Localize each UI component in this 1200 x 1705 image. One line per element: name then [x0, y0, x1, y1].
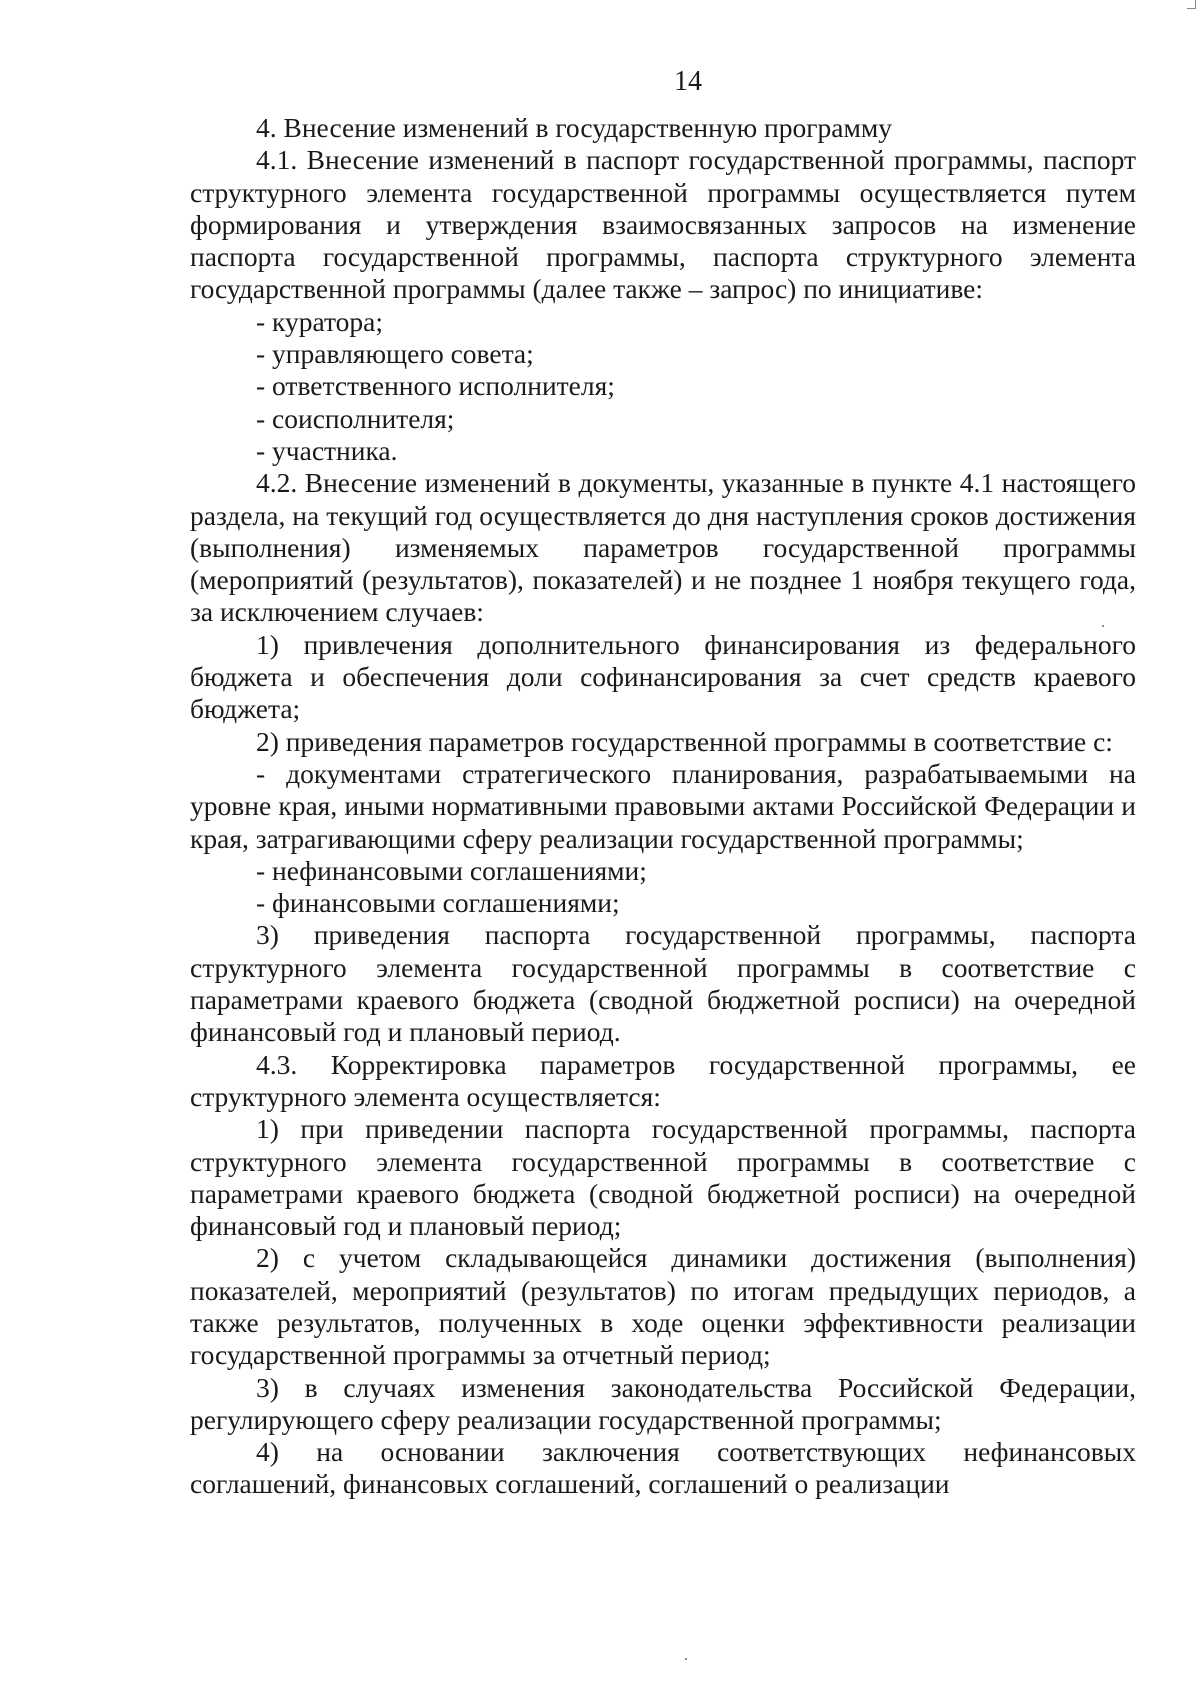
- paragraph: 4.2. Внесение изменений в документы, указанные в пункте 4.1 настоящего раздела, на текущий год осуществляется до дня наступления сроков достижения (выполнения) изменяемых параметров государственной программы (мероприятий (результатов), показателей) и не позднее 1 ноября текущего года, за исключением случаев:: [190, 467, 1136, 628]
- scan-speck: [685, 1658, 687, 1660]
- scan-corner-mark: [1187, 0, 1196, 9]
- paragraph: - нефинансовыми соглашениями;: [256, 854, 647, 886]
- page-number: 14: [674, 66, 702, 97]
- paragraph: - документами стратегического планирования, разрабатываемыми на уровне края, иными нормативными правовыми актами Российской Федерации и края, затрагивающими сферу реализации государственной программы;: [190, 757, 1136, 854]
- paragraph-list: [190, 144, 1136, 1500]
- paragraph: - финансовыми соглашениями;: [256, 887, 620, 919]
- scan-speck: [1102, 625, 1104, 627]
- paragraph: 4) на основании заключения соответствующих нефинансовых соглашений, финансовых соглашений, соглашений о реализации: [190, 1436, 1136, 1500]
- paragraph: 1) привлечения дополнительного финансирования из федерального бюджета и обеспечения доли софинансирования за счет средств краевого бюджета;: [190, 628, 1136, 725]
- paragraph: - участника.: [256, 434, 398, 466]
- paragraph: 1) при приведении паспорта государственной программы, паспорта структурного элемента государственной программы в соответствие с параметрами краевого бюджета (сводной бюджетной росписи) на очередной финансовый год и плановый период;: [190, 1113, 1136, 1242]
- paragraph: - управляющего совета;: [256, 338, 534, 370]
- paragraph: 2) с учетом складывающейся динамики достижения (выполнения) показателей, мероприятий (результатов) по итогам предыдущих периодов, а также результатов, полученных в ходе оценки эффективности реализации государственной программы за отчетный период;: [190, 1242, 1136, 1371]
- paragraph: 4.1. Внесение изменений в паспорт государственной программы, паспорт структурного элемента государственной программы осуществляется путем формирования и утверждения взаимосвязанных запросов на изменение паспорта государственной программы, паспорта структурного элемента государственной программы (далее также – запрос) по инициативе:: [190, 144, 1136, 305]
- paragraph: - куратора;: [256, 305, 383, 337]
- section-title: 4. Внесение изменений в государственную программу: [256, 112, 893, 143]
- paragraph: 3) приведения паспорта государственной программы, паспорта структурного элемента государственной программы в соответствие с параметрами краевого бюджета (сводной бюджетной росписи) на очередной финансовый год и плановый период.: [190, 919, 1136, 1048]
- paragraph: 2) приведения параметров государственной программы в соответствие с:: [256, 725, 1113, 757]
- paragraph: 3) в случаях изменения законодательства Российской Федерации, регулирующего сферу реализации государственной программы;: [190, 1371, 1136, 1435]
- document-body: [190, 112, 1136, 1501]
- paragraph: - соисполнителя;: [256, 402, 455, 434]
- paragraph: 4.3. Корректировка параметров государственной программы, ее структурного элемента осуществляется:: [190, 1048, 1136, 1112]
- paragraph: - ответственного исполнителя;: [256, 370, 615, 402]
